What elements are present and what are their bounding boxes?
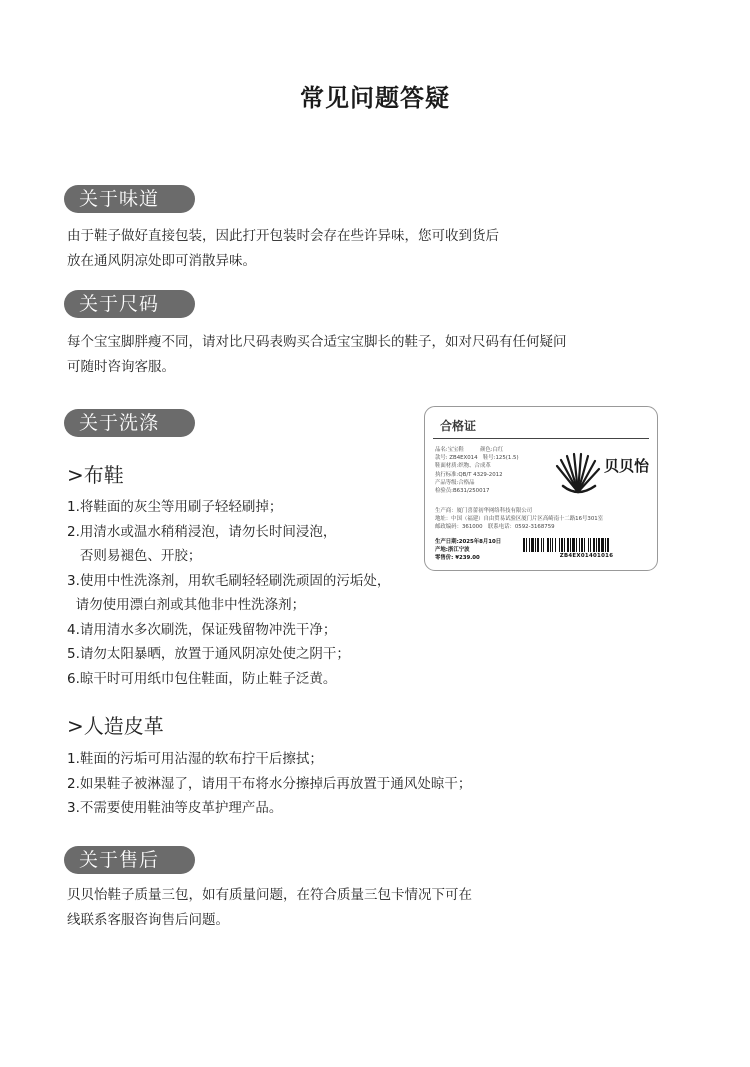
info-line: 检验员:B631/250017 bbox=[435, 488, 490, 495]
list-item: 否则易褪色、开胶； bbox=[67, 548, 202, 564]
info-line: 产品等级:合格品 bbox=[435, 479, 475, 486]
subheading-cloth-shoes: >布鞋 bbox=[67, 463, 124, 487]
list-item: 1.鞋面的污垢可用沾湿的软布拧干后擦拭； bbox=[67, 751, 323, 767]
list-item: 6.晾干时可用纸巾包住鞋面，防止鞋子泛黄。 bbox=[67, 670, 337, 687]
list-item: 5.请勿太阳暴晒，放置于通风阴凉处使之阴干； bbox=[67, 646, 350, 662]
brand-name: 贝贝怡 bbox=[604, 457, 650, 475]
address-line: 生产商：厦门喜蕾初华网络科技有限公司 bbox=[435, 508, 533, 514]
subheading-artificial-leather: >人造皮革 bbox=[67, 714, 164, 738]
size-paragraph bbox=[67, 330, 667, 380]
certificate-production bbox=[435, 538, 501, 563]
text-line: 线联系客服咨询售后问题。 bbox=[67, 912, 229, 928]
info-line: 鞋面材质:织物、合成革 bbox=[435, 463, 491, 470]
section-heading-washing: 关于洗涤 bbox=[64, 409, 195, 437]
text-line: 每个宝宝脚胖瘦不同，请对比尺码表购买合适宝宝脚长的鞋子，如对尺码有任何疑问 bbox=[67, 334, 567, 350]
section-heading-after-sales: 关于售后 bbox=[64, 846, 195, 874]
info-line: 执行标准:QB/T 4329-2012 bbox=[435, 471, 503, 478]
production-line: 生产日期:2025年8月10日 bbox=[435, 539, 502, 545]
shell-logo-icon bbox=[553, 452, 603, 498]
address-line: 地址：中国（福建）自由贸易试验区厦门片区高崎南十二路16号301室 bbox=[435, 516, 604, 523]
text-line: 可随时咨询客服。 bbox=[67, 359, 175, 375]
leather-care-list bbox=[67, 747, 471, 821]
production-line: 零售价: ¥239.00 bbox=[435, 555, 480, 562]
list-item: 请勿使用漂白剂或其他非中性洗涤剂； bbox=[67, 597, 306, 613]
barcode-icon bbox=[523, 538, 650, 552]
smell-paragraph bbox=[67, 224, 667, 274]
section-heading-smell: 关于味道 bbox=[64, 185, 195, 213]
section-heading-size: 关于尺码 bbox=[64, 290, 195, 318]
text-line: 贝贝怡鞋子质量三包，如有质量问题，在符合质量三包卡情况下可在 bbox=[67, 887, 472, 903]
divider bbox=[433, 438, 649, 439]
info-line: 品名:宝宝鞋 颜色:白红 bbox=[435, 447, 504, 453]
after-sales-paragraph bbox=[67, 883, 667, 933]
certificate-address bbox=[435, 507, 603, 532]
text-line: 放在通风阴凉处即可消散异味。 bbox=[67, 253, 256, 269]
list-item: 3.不需要使用鞋油等皮革护理产品。 bbox=[67, 800, 283, 816]
production-line: 产地:浙江宁波 bbox=[435, 547, 470, 554]
address-line: 邮政编码：361000 联系电话：0592-3168759 bbox=[435, 524, 555, 531]
list-item: 2.用清水或温水稍稍浸泡，请勿长时间浸泡， bbox=[67, 523, 337, 540]
list-item: 4.请用清水多次刷洗，保证残留物冲洗干净； bbox=[67, 621, 337, 638]
text-line: 由于鞋子做好直接包装，因此打开包装时会存在些许异味，您可收到货后 bbox=[67, 228, 499, 244]
barcode-number: ZB4EX01401016 bbox=[559, 553, 614, 559]
list-item: 3.使用中性洗涤剂，用软毛刷轻轻刷洗顽固的污垢处， bbox=[67, 572, 391, 589]
certificate-card bbox=[424, 406, 658, 571]
cloth-care-list bbox=[67, 495, 390, 691]
info-line: 款号: ZB4EX014 鞋号:125(1.5) bbox=[435, 455, 519, 462]
page-title: 常见问题答疑 bbox=[300, 84, 450, 112]
list-item: 2.如果鞋子被淋湿了，请用干布将水分擦掉后再放置于通风处晾干； bbox=[67, 775, 472, 792]
certificate-title: 合格证 bbox=[440, 419, 477, 433]
list-item: 1.将鞋面的灰尘等用刷子轻轻刷掉； bbox=[67, 499, 283, 515]
brand-logo bbox=[553, 452, 653, 498]
certificate-info bbox=[435, 446, 519, 495]
